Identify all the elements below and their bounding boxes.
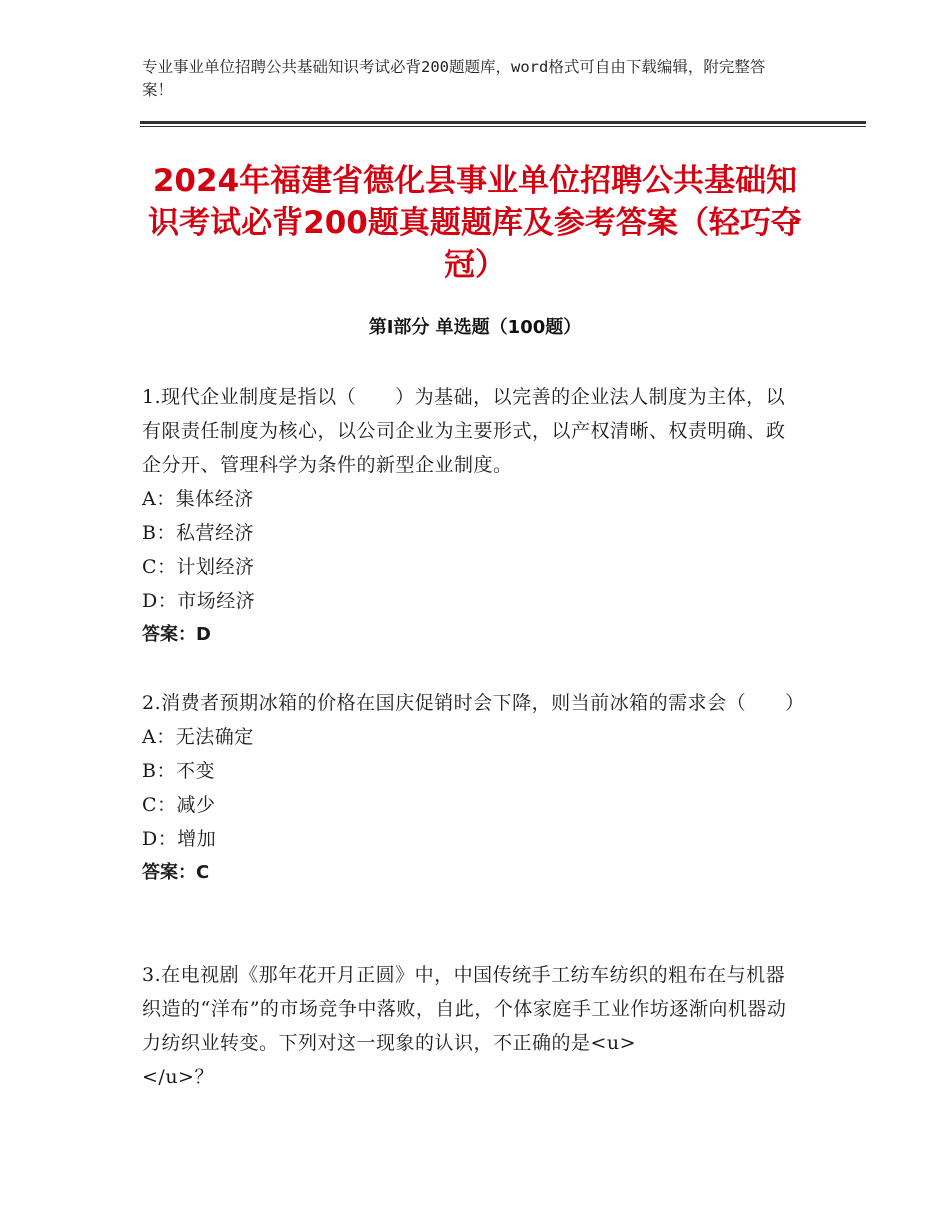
option-a: A：集体经济 — [142, 488, 254, 510]
option-d: D：增加 — [142, 828, 217, 850]
question-stem: 1.现代企业制度是指以（ ）为基础，以完善的企业法人制度为主体，以有限责任制度为核心，以公司企业为主要形式，以产权清晰、权责明确、政企分开、管理科学为条件的新型企业制度。 — [142, 386, 786, 476]
option-b: B：私营经济 — [142, 522, 254, 544]
section-title: 第Ⅰ部分 单选题（100题） — [368, 317, 582, 338]
option-d: D：市场经济 — [142, 590, 256, 612]
header-divider-thin — [140, 126, 866, 127]
header-note: 专业事业单位招聘公共基础知识考试必背200题题库，word格式可自由下载编辑，附完整答案！ — [142, 58, 766, 99]
question-stem: 2.消费者预期冰箱的价格在国庆促销时会下降，则当前冰箱的需求会（ ） — [142, 692, 805, 714]
question-stem: 3.在电视剧《那年花开月正圆》中，中国传统手工纺车纺织的粗布在与机器织造的“洋布”的市场竞争中落败，自此，个体家庭手工业作坊逐渐向机器动力纺织业转变。下列对这一现象的认识，不正确的是<u> </u>？ — [142, 964, 787, 1088]
option-b: B：不变 — [142, 760, 215, 782]
header-divider-thick — [140, 121, 866, 124]
document-title: 2024年福建省德化县事业单位招聘公共基础知识考试必背200题真题题库及参考答案（轻巧夺冠） — [148, 163, 802, 283]
answer-text: 答案：D — [142, 624, 211, 645]
question-1 — [142, 380, 802, 652]
option-c: C：计划经济 — [142, 556, 255, 578]
question-2 — [142, 686, 805, 890]
option-a: A：无法确定 — [142, 726, 254, 748]
question-3 — [142, 958, 802, 1094]
answer-text: 答案：C — [142, 862, 210, 883]
option-c: C：减少 — [142, 794, 216, 816]
